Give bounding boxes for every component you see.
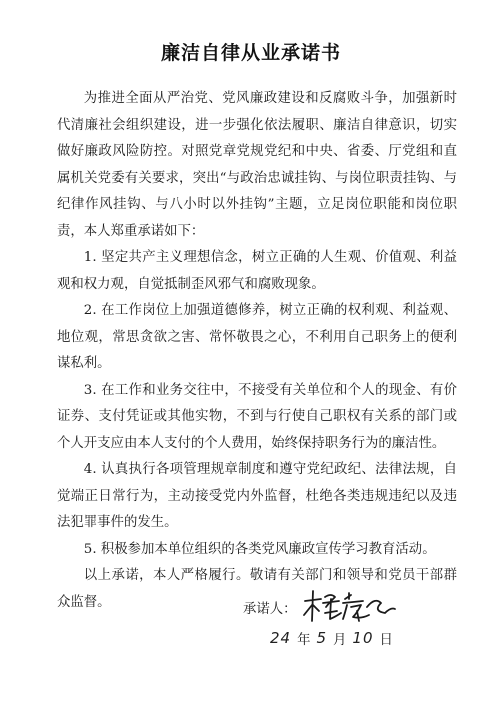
month-label: 月	[333, 632, 347, 648]
commitment-item-5: 5. 积极参加本单位组织的各类党风廉政宣传学习教育活动。	[83, 541, 436, 557]
year-label: 年	[297, 632, 311, 648]
signer-label: 承诺人：	[243, 601, 297, 617]
handwritten-signature	[299, 587, 399, 627]
commitment-item-2: 2. 在工作岗位上加强道德修养，树立正确的权利观、利益观、地位观，常思贪欲之害、常怀敬畏之心，不利用自己职务上的便利谋私利。	[57, 303, 457, 371]
intro-paragraph: 为推进全面从严治党、党风廉政建设和反腐败斗争，加强新时代清廉社会组织建设，进一步强化依法履职、廉洁自律意识，切实做好廉政风险防控。对照党章党规党纪和中央、省委、厅党组和直属机关党委有关要求，突出“与政治忠诚挂钩、与岗位职责挂钩、与纪律作风挂钩、与八小时以外挂钩”主题，立足岗位职能和岗位职责，本人郑重承诺如下：	[57, 91, 457, 239]
signature-block	[243, 587, 399, 627]
date-block	[270, 623, 399, 653]
date-year-handwritten: 24	[270, 629, 292, 647]
commitment-item-1: 1. 坚定共产主义理想信念，树立正确的人生观、价值观、利益观和权力观，自觉抵制歪风邪气和腐败现象。	[57, 250, 457, 292]
commitment-item-3: 3. 在工作和业务交往中，不接受有关单位和个人的现金、有价证券、支付凭证或其他实物，不到与行使自己职权有关系的部门或个人开支应由本人支付的个人费用，始终保持职务行为的廉洁性。	[57, 382, 457, 451]
day-label: 日	[379, 632, 393, 648]
closing-paragraph: 以上承诺，本人严格履行。敬请有关部门和领导和党员干部群众监督。	[57, 568, 457, 610]
commitment-item-4: 4. 认真执行各项管理规章制度和遵守党纪政纪、法律法规，自觉端正日常行为，主动接受党内外监督，杜绝各类违规违纪以及违法犯罪事件的发生。	[57, 462, 457, 530]
date-day-handwritten: 10	[352, 629, 374, 647]
document-body	[57, 86, 457, 616]
document-title: 廉洁自律从业承诺书	[160, 42, 341, 64]
date-month-handwritten: 5	[316, 629, 328, 647]
